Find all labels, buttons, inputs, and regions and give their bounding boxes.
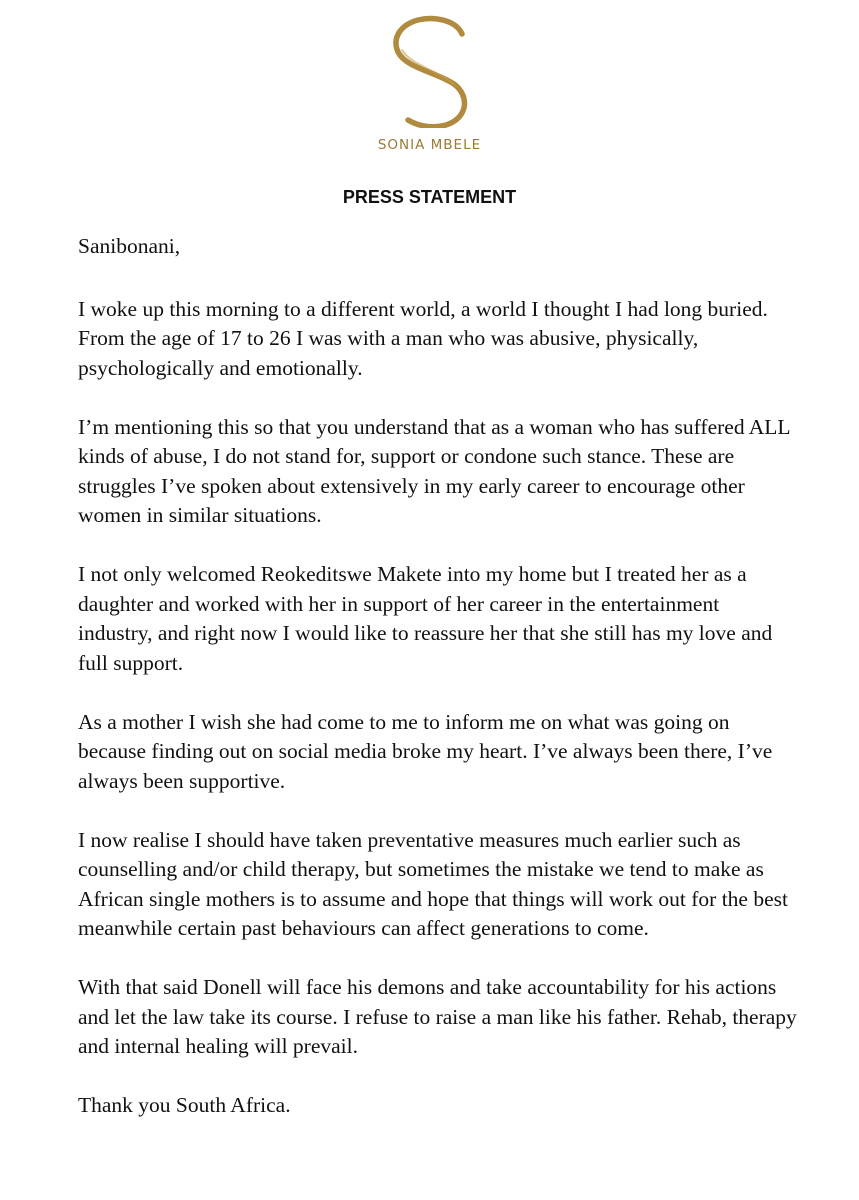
paragraph-2: I’m mentioning this so that you understand that as a woman who has suffered ALL kinds of abuse, I do not stand for, support or condone such stance. These are struggles I’ve spoken about extensively in my early career to encourage other women in similar situations. [78,414,790,527]
closing-line: Thank you South Africa. [78,1093,291,1117]
brand-name: SONIA MBELE [377,137,482,153]
salutation: Sanibonani, [78,234,181,258]
page-title: PRESS STATEMENT [342,187,517,207]
paragraph-4: As a mother I wish she had come to me to inform me on what was going on because finding out on social media broke my heart. I’ve always been there, I’ve always been supportive. [78,709,773,793]
statement-body [78,232,798,1150]
paragraph-5: I now realise I should have taken preventative measures much earlier such as counselling and/or child therapy, but sometimes the mistake we tend to make as African single mothers is to assume and hope that things will work out for the best meanwhile certain past behaviours can affect generations to come. [78,827,788,940]
paragraph-6: With that said Donell will face his demons and take accountability for his actions and let the law take its course. I refuse to raise a man like his father. Rehab, therapy and internal healing will prevail. [78,975,797,1058]
paragraph-1: I woke up this morning to a different world, a world I thought I had long buried. From the age of 17 to 26 I was with a man who was abusive, physically, psychologically and emotionally. [78,296,768,380]
paragraph-3: I not only welcomed Reokeditswe Makete into my home but I treated her as a daughter and worked with her in support of her career in the entertainment industry, and right now I would like to reassure her that she still has my love and full support. [78,562,773,675]
s-logo-icon [384,14,474,128]
